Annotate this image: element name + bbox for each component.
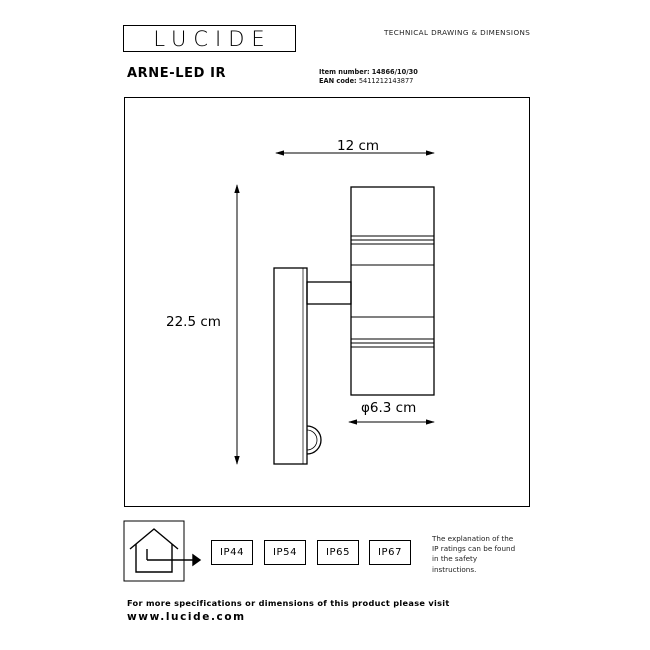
ip-rating-box: IP44 <box>211 540 253 565</box>
brand-logo: LUCIDE <box>123 25 296 52</box>
lamp-cylinder <box>351 187 434 395</box>
document-type: TECHNICAL DRAWING & DIMENSIONS <box>384 28 531 37</box>
ip-rating-box: IP67 <box>369 540 411 565</box>
note-line: IP ratings can be found <box>432 544 516 554</box>
footer-text: For more specifications or dimensions of this product please visit <box>127 598 450 608</box>
ip-rating-box: IP54 <box>264 540 306 565</box>
diameter-label: φ6.3 cm <box>361 400 417 416</box>
note-line: instructions. <box>432 564 477 574</box>
ip-rating-box: IP65 <box>317 540 359 565</box>
height-label: 22.5 cm <box>166 314 221 330</box>
note-line: The explanation of the <box>432 534 514 543</box>
lamp-arm <box>307 282 351 304</box>
ip-explanation-note <box>432 534 542 575</box>
product-name: ARNE-LED IR <box>127 66 227 81</box>
website-link[interactable]: www.lucide.com <box>127 611 246 623</box>
item-number: 14866/10/30 <box>371 68 418 76</box>
wall-plate <box>274 268 307 464</box>
ean-code: 5411212143877 <box>358 77 414 85</box>
ean-label: EAN code: <box>319 77 357 85</box>
width-label: 12 cm <box>337 138 380 154</box>
house-arrow-icon <box>130 529 200 572</box>
note-line: in the safety <box>432 554 478 564</box>
item-number-label: Item number: <box>319 68 370 76</box>
